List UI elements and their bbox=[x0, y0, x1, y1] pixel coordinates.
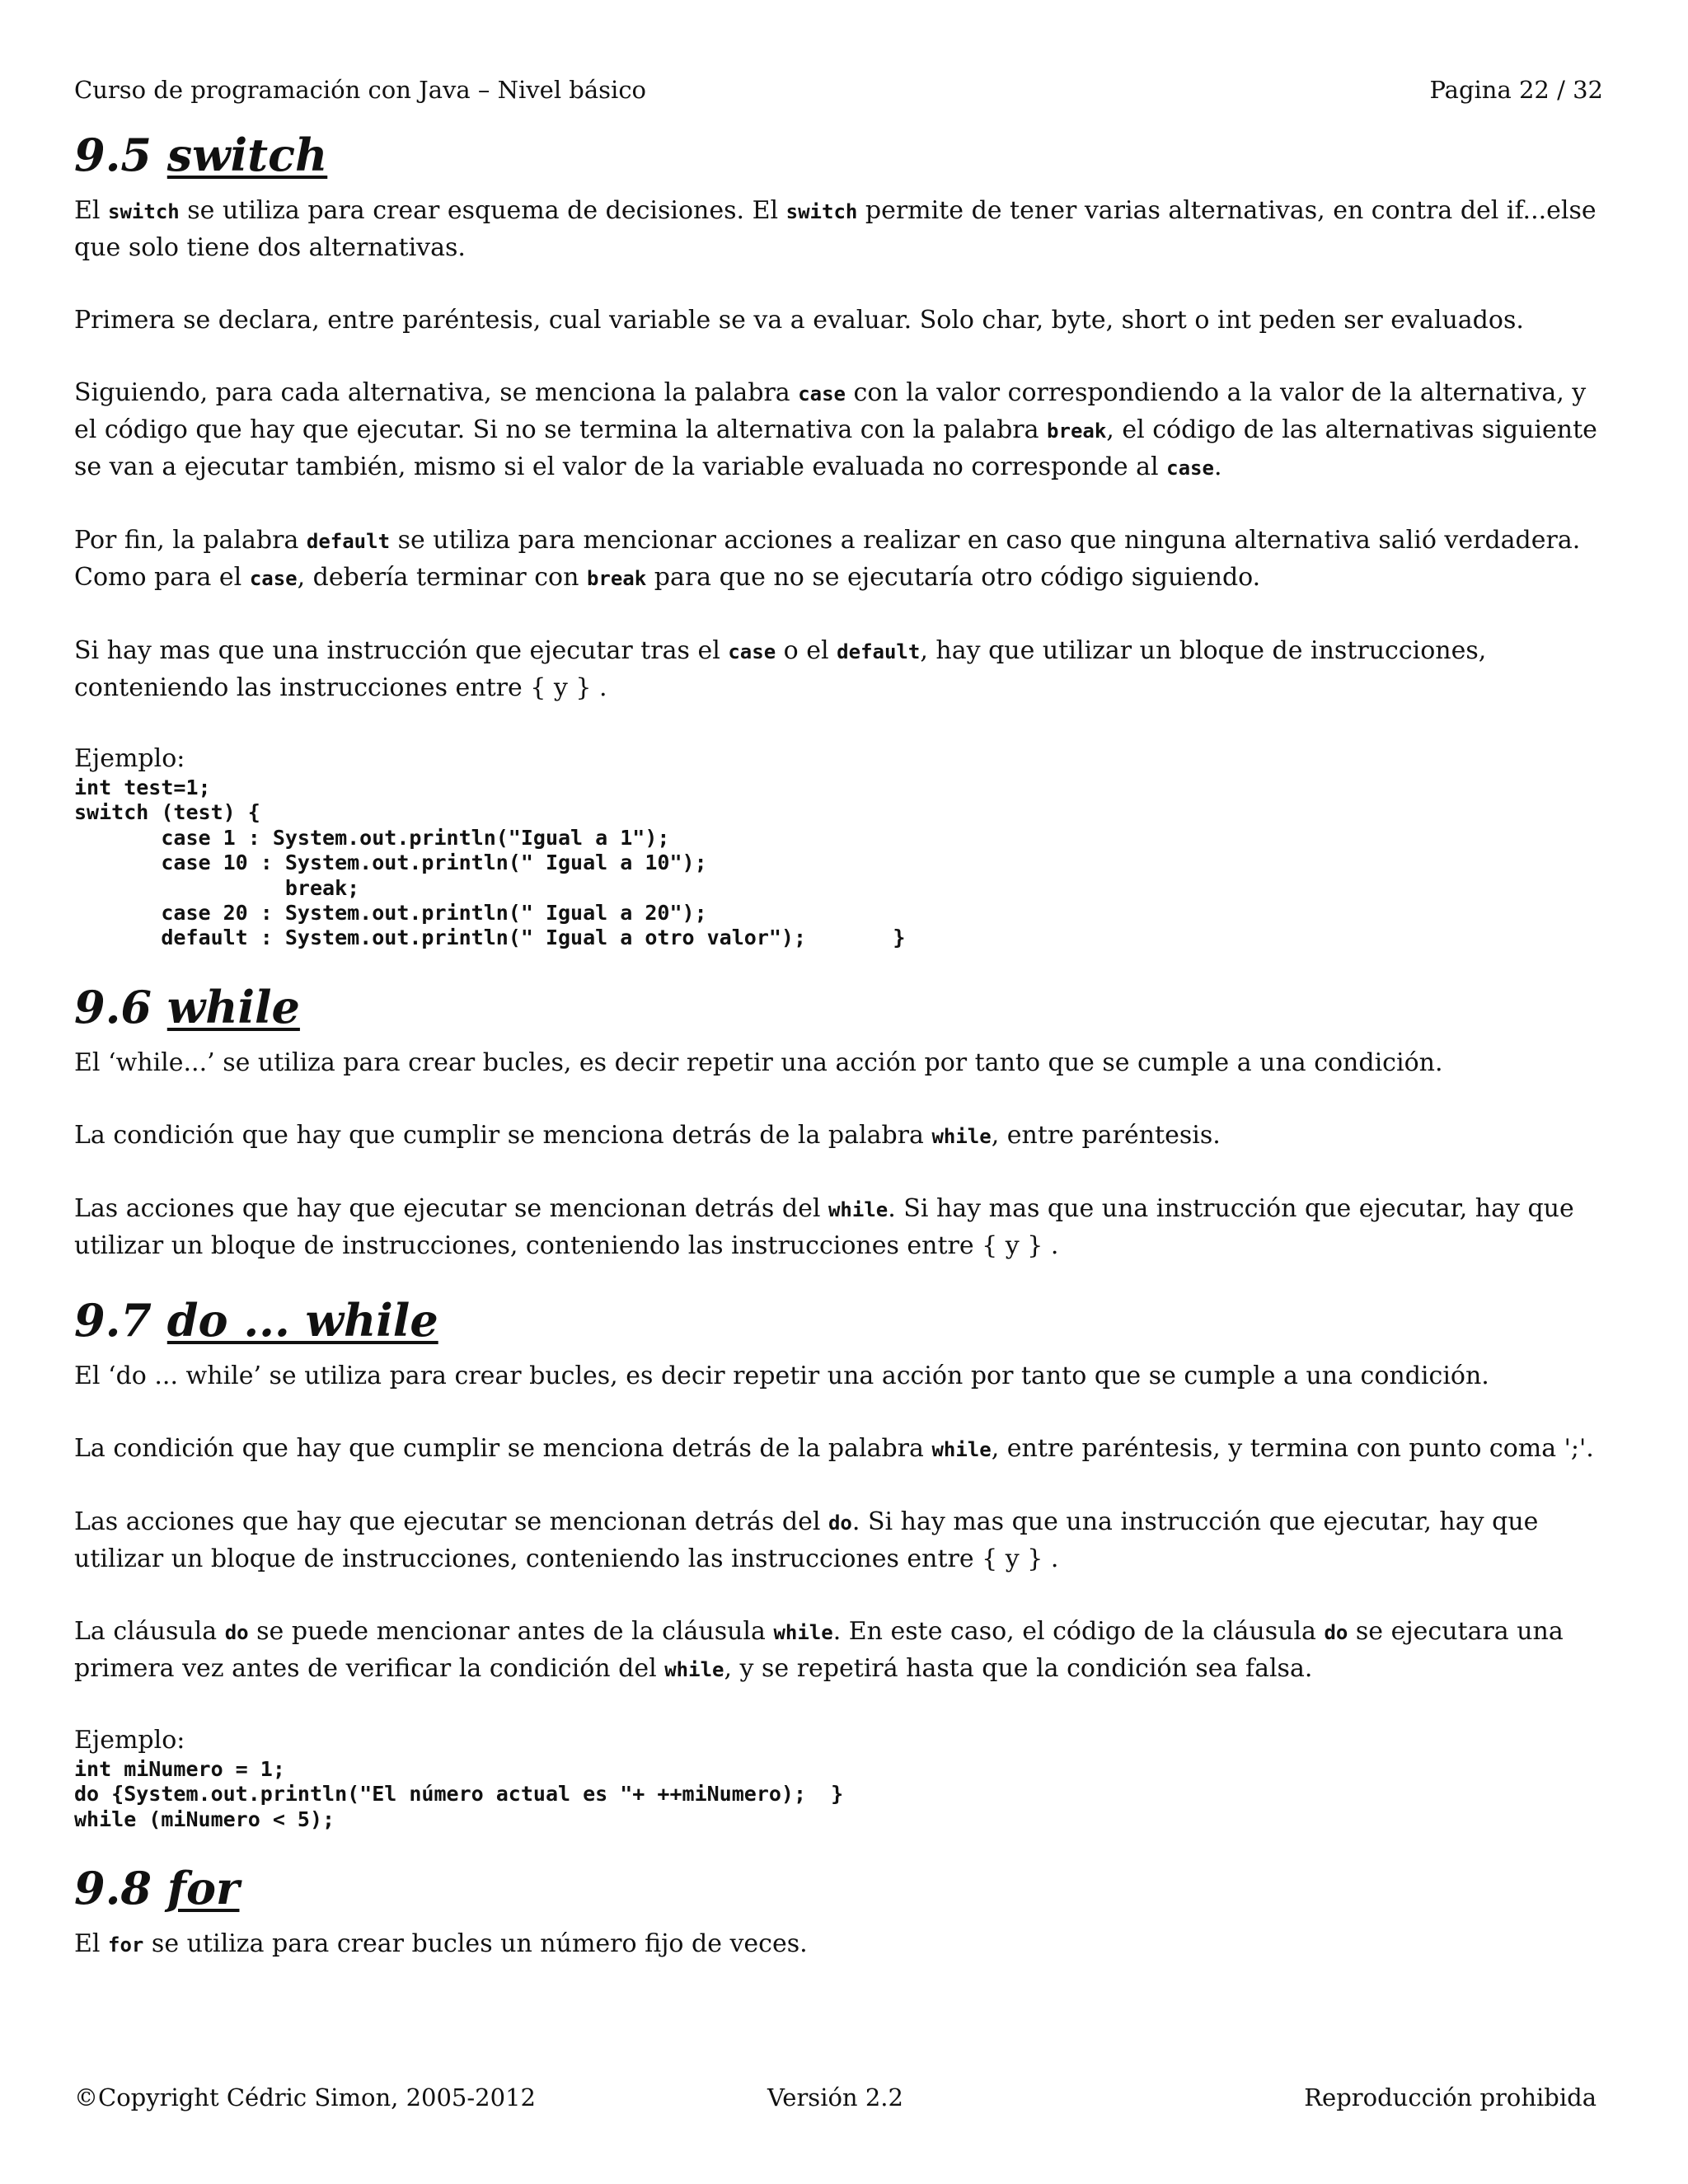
keyword: do bbox=[1324, 1620, 1348, 1644]
keyword: do bbox=[224, 1620, 249, 1644]
paragraph: Por fin, la palabra default se utiliza para mencionar acciones a realizar en caso que ninguna alternativa salió verdadera. Como para el case, debería terminar con break para que no se ejecutaría otro código siguiendo. bbox=[74, 526, 1581, 592]
keyword: while bbox=[773, 1620, 833, 1644]
example-label: Ejemplo: bbox=[74, 744, 185, 773]
keyword: case bbox=[798, 382, 846, 405]
keyword: case bbox=[728, 640, 776, 663]
section-number: 9.6 bbox=[74, 980, 152, 1033]
code-sample-do-while: int miNumero = 1; do {System.out.println("El número actual es "+ ++miNumero); } while (miNumero < 5); bbox=[74, 1756, 844, 1831]
page-content bbox=[74, 125, 1603, 1963]
section-name: do ... while bbox=[166, 1293, 438, 1347]
paragraph: El switch se utiliza para crear esquema de decisiones. El switch permite de tener varias alternativas, en contra del if...else que solo tiene dos alternativas. bbox=[74, 196, 1597, 262]
paragraph: El for se utiliza para crear bucles un número fijo de veces. bbox=[74, 1929, 808, 1959]
paragraph: La condición que hay que cumplir se menciona detrás de la palabra while, entre paréntesis. bbox=[74, 1120, 1221, 1150]
keyword: case bbox=[249, 567, 298, 590]
reproduction-notice: Reproducción prohibida bbox=[1304, 2083, 1597, 2111]
keyword: for bbox=[108, 1933, 144, 1957]
section-name: for bbox=[166, 1862, 240, 1915]
keyword: switch bbox=[785, 200, 858, 223]
course-title: Curso de programación con Java – Nivel básico bbox=[74, 76, 647, 104]
code-sample-switch: int test=1; switch (test) { case 1 : System.out.println("Igual a 1"); case 10 : System.out.println(" Igual a 10"); break; case 20 : System.out.println(" Igual a 20"); default : System.out.println(" Igual a otro valor"); } bbox=[74, 776, 906, 950]
paragraph: La condición que hay que cumplir se menciona detrás de la palabra while, entre paréntesis, y termina con punto coma ';'. bbox=[74, 1433, 1594, 1463]
section-heading-while bbox=[74, 977, 1603, 1037]
section-heading-do-while bbox=[74, 1291, 1603, 1350]
section-number: 9.7 bbox=[74, 1293, 152, 1347]
section-heading-switch bbox=[74, 125, 1603, 185]
keyword: while bbox=[931, 1124, 992, 1148]
paragraph: Las acciones que hay que ejecutar se mencionan detrás del do. Si hay mas que una instrucción que ejecutar, hay que utilizar un bloque de instrucciones, conteniendo las instrucciones entre { y } . bbox=[74, 1507, 1539, 1573]
keyword: switch bbox=[108, 200, 180, 223]
section-heading-for bbox=[74, 1858, 1603, 1918]
keyword: break bbox=[1047, 419, 1107, 443]
section-number: 9.8 bbox=[74, 1862, 152, 1915]
keyword: while bbox=[931, 1437, 992, 1461]
keyword: default bbox=[837, 640, 921, 663]
section-name: while bbox=[166, 980, 300, 1033]
paragraph: Siguiendo, para cada alternativa, se menciona la palabra case con la valor correspondiendo a la valor de la alternativa, y el código que hay que ejecutar. Si no se termina la alternativa con la palabra break, el código de las alternativas siguiente se van a ejecutar también, mismo si el valor de la variable evaluada no corresponde al case. bbox=[74, 378, 1597, 481]
keyword: do bbox=[828, 1511, 852, 1535]
keyword: case bbox=[1166, 457, 1214, 480]
paragraph: Primera se declara, entre paréntesis, cual variable se va a evaluar. Solo char, byte, short o int peden ser evaluados. bbox=[74, 306, 1524, 335]
keyword: break bbox=[586, 567, 647, 590]
keyword: while bbox=[664, 1657, 724, 1681]
version-label: Versión 2.2 bbox=[767, 2083, 903, 2111]
paragraph: El ‘while...’ se utiliza para crear bucles, es decir repetir una acción por tanto que se cumple a una condición. bbox=[74, 1047, 1443, 1077]
paragraph: Las acciones que hay que ejecutar se mencionan detrás del while. Si hay mas que una instrucción que ejecutar, hay que utilizar un bloque de instrucciones, conteniendo las instrucciones entre { y } . bbox=[74, 1193, 1574, 1260]
copyright-notice: ©Copyright Cédric Simon, 2005-2012 bbox=[74, 2083, 536, 2111]
example-label: Ejemplo: bbox=[74, 1725, 185, 1755]
section-number: 9.5 bbox=[74, 129, 152, 181]
paragraph: El ‘do ... while’ se utiliza para crear bucles, es decir repetir una acción por tanto que se cumple a una condición. bbox=[74, 1361, 1489, 1390]
keyword: while bbox=[828, 1197, 889, 1221]
paragraph: La cláusula do se puede mencionar antes de la cláusula while. En este caso, el código de la cláusula do se ejecutara una primera vez antes de verificar la condición del while, y se repetirá hasta que la condición sea falsa. bbox=[74, 1616, 1564, 1683]
running-header bbox=[74, 76, 1603, 104]
paragraph: Si hay mas que una instrucción que ejecutar tras el case o el default, hay que utilizar un bloque de instrucciones, conteniendo las instrucciones entre { y } . bbox=[74, 636, 1487, 702]
keyword: default bbox=[306, 530, 391, 553]
document-page bbox=[74, 0, 1603, 2184]
page-number: Pagina 22 / 32 bbox=[1429, 76, 1603, 104]
section-name: switch bbox=[166, 129, 328, 181]
